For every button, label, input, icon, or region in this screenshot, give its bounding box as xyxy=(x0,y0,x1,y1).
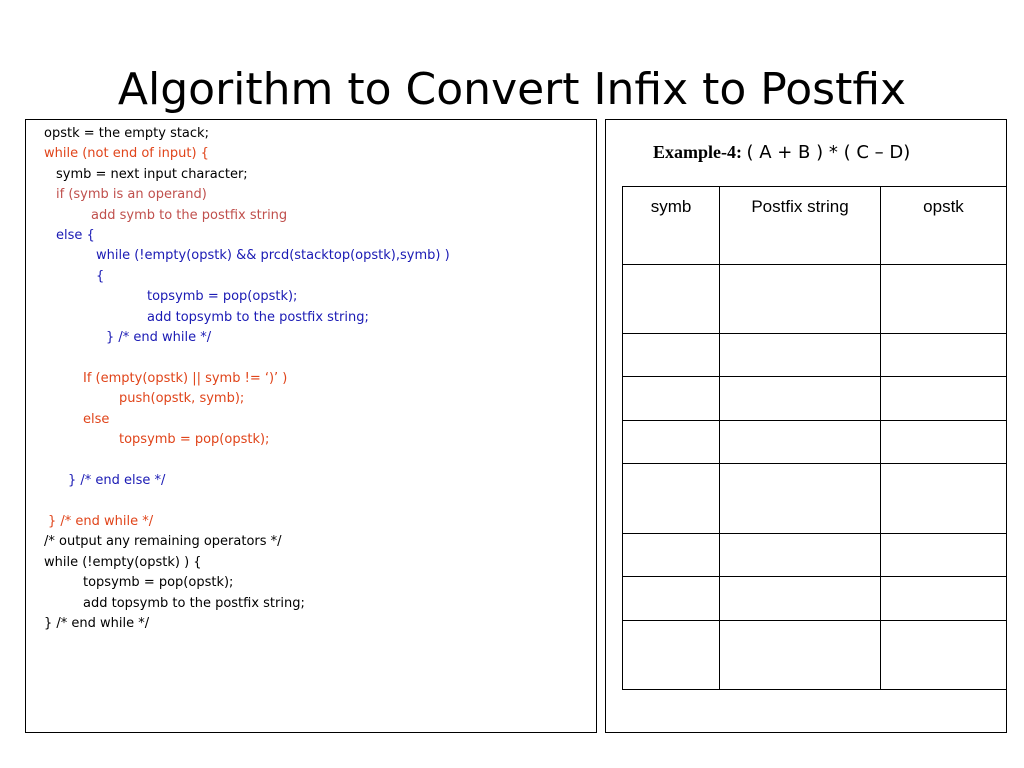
code-line-2: while (not end of input) { xyxy=(44,146,209,161)
slide-title: Algorithm to Convert Infix to Postfix xyxy=(117,64,907,115)
table-cell xyxy=(623,334,720,377)
table-cell xyxy=(720,534,881,577)
table-cell xyxy=(720,621,881,690)
table-cell xyxy=(881,577,1007,621)
table-cell xyxy=(720,334,881,377)
code-line-21: add topsymb to the postfix string; xyxy=(83,596,305,611)
table-row xyxy=(623,265,1007,334)
table-cell xyxy=(720,265,881,334)
trace-table xyxy=(622,186,1007,690)
table-cell xyxy=(623,421,720,464)
code-line-22: } /* end while */ xyxy=(44,616,150,631)
table-row xyxy=(623,621,1007,690)
code-line-15: topsymb = pop(opstk); xyxy=(119,432,270,447)
code-line-19: while (!empty(opstk) ) { xyxy=(44,555,202,570)
header-postfix-string: Postfix string xyxy=(720,187,881,265)
example-label: Example-4: xyxy=(653,142,742,162)
code-line-9: topsymb = pop(opstk); xyxy=(147,289,298,304)
code-line-6: else { xyxy=(56,228,95,243)
code-line-18: /* output any remaining operators */ xyxy=(44,534,282,549)
code-line-20: topsymb = pop(opstk); xyxy=(83,575,234,590)
code-line-3: symb = next input character; xyxy=(56,167,248,182)
table-cell xyxy=(623,464,720,534)
table-cell xyxy=(881,464,1007,534)
table-cell xyxy=(881,421,1007,464)
table-cell xyxy=(623,621,720,690)
table-cell xyxy=(881,377,1007,421)
table-row xyxy=(623,534,1007,577)
table-row xyxy=(623,334,1007,377)
code-line-13: push(opstk, symb); xyxy=(119,391,245,406)
table-cell xyxy=(881,534,1007,577)
table-cell xyxy=(623,534,720,577)
code-line-11: } /* end while */ xyxy=(106,330,212,345)
table-cell xyxy=(881,621,1007,690)
code-line-1: opstk = the empty stack; xyxy=(44,126,209,141)
code-line-14: else xyxy=(83,412,110,427)
code-line-5: add symb to the postfix string xyxy=(91,208,288,223)
table-cell xyxy=(623,377,720,421)
table-header-row xyxy=(623,187,1007,265)
header-symb: symb xyxy=(623,187,720,265)
table-row xyxy=(623,464,1007,534)
table-row xyxy=(623,377,1007,421)
table-cell xyxy=(720,421,881,464)
code-line-4: if (symb is an operand) xyxy=(56,187,207,202)
table-cell xyxy=(881,265,1007,334)
table-row xyxy=(623,421,1007,464)
example-heading xyxy=(653,142,910,163)
table-row xyxy=(623,577,1007,621)
algorithm-code-panel xyxy=(25,119,597,733)
code-line-12: If (empty(opstk) || symb != ‘)’ ) xyxy=(83,371,288,386)
code-line-16: } /* end else */ xyxy=(68,473,166,488)
table-cell xyxy=(623,577,720,621)
code-line-17: } /* end while */ xyxy=(48,514,154,529)
table-cell xyxy=(881,334,1007,377)
table-cell xyxy=(623,265,720,334)
header-opstk: opstk xyxy=(881,187,1007,265)
table-cell xyxy=(720,377,881,421)
code-line-10: add topsymb to the postfix string; xyxy=(147,310,369,325)
panel-divider xyxy=(596,119,597,733)
code-line-7: while (!empty(opstk) && prcd(stacktop(opstk),symb) ) xyxy=(96,248,450,263)
table-cell xyxy=(720,464,881,534)
code-line-8: { xyxy=(96,269,105,284)
table-cell xyxy=(720,577,881,621)
example-expression: ( A + B ) * ( C – D) xyxy=(746,142,911,163)
